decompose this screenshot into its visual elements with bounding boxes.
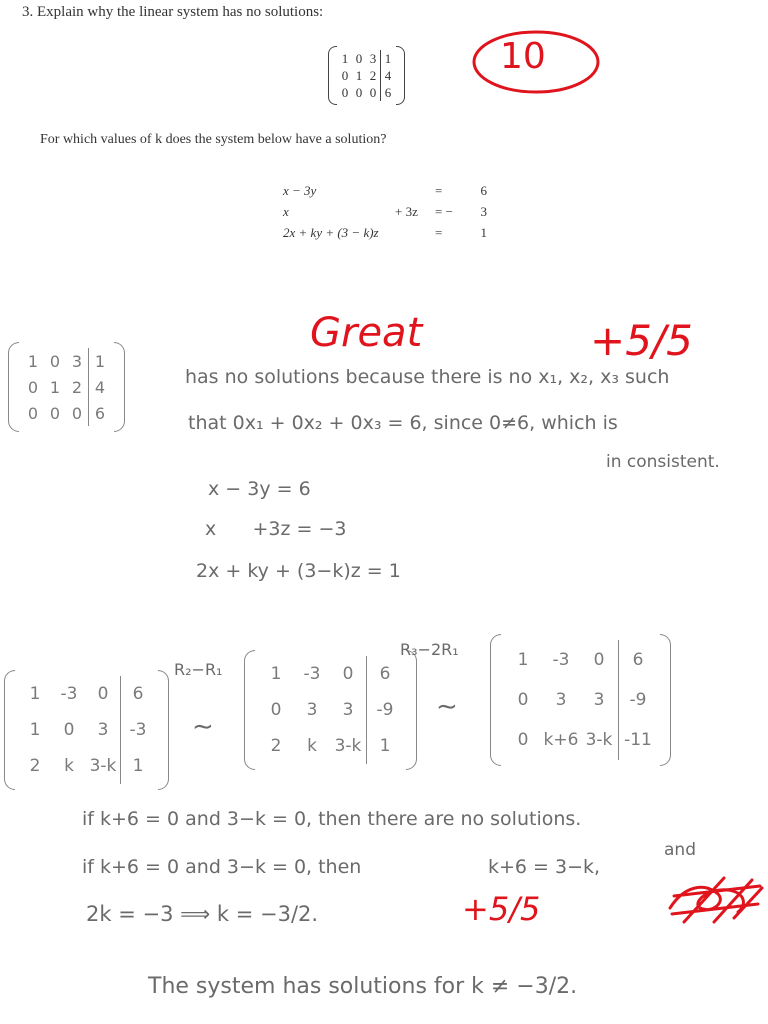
grade-comment: Great — [310, 310, 423, 356]
matrix-row — [258, 656, 403, 692]
matrix-cell: 0 — [49, 403, 61, 423]
system-cell: 3 — [480, 204, 487, 219]
matrix-cell: -9 — [367, 692, 404, 728]
scribble-icon — [664, 868, 766, 928]
system-cell: 1 — [480, 225, 487, 240]
matrix-cell: 1 — [89, 348, 112, 374]
answer-matrix — [22, 348, 111, 426]
tilde-2: ∼ — [436, 692, 458, 722]
explain-line-3: in consistent. — [606, 452, 720, 472]
row-op-2: R₃−2R₁ — [400, 640, 459, 659]
matrix-row — [18, 676, 155, 712]
matrix-cell: 6 — [121, 676, 156, 712]
tilde-1: ∼ — [192, 712, 214, 742]
matrix-row — [504, 720, 657, 760]
matrix-cell: 0 — [27, 377, 39, 397]
part1-score: +5/5 — [590, 316, 693, 365]
matrix-cell: 0 — [355, 50, 363, 66]
conclusion: The system has solutions for k ≠ −3/2. — [148, 974, 578, 999]
matrix-cell: 1 — [29, 720, 41, 740]
problem-part2-text: For which values of k does the system below have a solution? — [40, 132, 387, 147]
matrix-row — [258, 728, 403, 764]
matrix-cell: 1 — [27, 351, 39, 371]
matrix-cell: 2 — [369, 67, 377, 83]
matrix-cell: 0 — [63, 720, 75, 740]
matrix-cell: -9 — [619, 680, 658, 720]
case-line-2c: and — [664, 840, 696, 860]
matrix-cell: 3 — [593, 690, 605, 710]
system-cell: + 3z — [395, 204, 418, 219]
matrix-row — [504, 680, 657, 720]
matrix-cell: 6 — [89, 400, 112, 426]
matrix-cell: 1 — [121, 748, 156, 784]
matrix-cell: k — [307, 736, 317, 756]
augmented-matrix-3 — [504, 640, 657, 760]
explain-line-1: has no solutions because there is no x₁, x₂, x₃ such — [185, 366, 670, 388]
matrix-cell: 4 — [89, 374, 112, 400]
matrix-cell: 0 — [97, 684, 109, 704]
matrix-cell: 1 — [517, 650, 529, 670]
matrix-cell: 3-k — [585, 730, 613, 750]
matrix-cell: 1 — [381, 50, 396, 67]
matrix-row — [18, 712, 155, 748]
matrix-cell: 3 — [71, 351, 83, 371]
case-line-2a: if k+6 = 0 and 3−k = 0, then — [82, 856, 362, 878]
matrix-cell: 1 — [367, 728, 404, 764]
matrix-cell: -3 — [60, 684, 78, 704]
matrix-cell: 0 — [71, 403, 83, 423]
matrix-cell: 6 — [367, 656, 404, 692]
system-cell: = — [435, 183, 443, 198]
problem-matrix — [338, 50, 395, 101]
matrix-cell: 3 — [97, 720, 109, 740]
matrix-cell: 2 — [270, 736, 282, 756]
score-total: 10 — [500, 36, 546, 77]
system-cell: x — [283, 204, 289, 219]
matrix-cell: 2 — [29, 756, 41, 776]
system-cell — [395, 180, 435, 201]
explain-line-2: that 0x₁ + 0x₂ + 0x₃ = 6, since 0≠6, which is — [188, 412, 618, 434]
system-eq-1: x − 3y = 6 — [208, 478, 311, 500]
problem-header — [22, 4, 323, 21]
matrix-cell: 1 — [29, 684, 41, 704]
system-cell — [395, 222, 435, 243]
problem-part1-text: Explain why the linear system has no solutions: — [37, 4, 324, 20]
system-eq-2: x +3z = −3 — [205, 518, 347, 540]
matrix-cell: -11 — [619, 720, 658, 760]
system-row — [283, 201, 487, 222]
row-op-1: R₂−R₁ — [174, 660, 223, 679]
augmented-matrix-2 — [258, 656, 403, 764]
matrix-cell: 1 — [355, 67, 363, 83]
matrix-cell: 1 — [49, 377, 61, 397]
matrix-row — [258, 692, 403, 728]
system-row — [283, 222, 487, 243]
system-cell: 2x + ky + (3 − k)z — [283, 225, 379, 240]
matrix-cell: 0 — [369, 84, 377, 100]
matrix-cell: 3-k — [334, 736, 362, 756]
matrix-cell: 6 — [381, 84, 396, 101]
case-line-1: if k+6 = 0 and 3−k = 0, then there are no solutions. — [82, 808, 582, 830]
matrix-cell: 0 — [341, 67, 349, 83]
matrix-row — [338, 67, 395, 84]
matrix-cell: 0 — [49, 351, 61, 371]
matrix-cell: k+6 — [543, 730, 579, 750]
case-line-3: 2k = −3 ⟹ k = −3/2. — [86, 902, 319, 926]
matrix-row — [338, 84, 395, 101]
matrix-cell: -3 — [121, 712, 156, 748]
system-cell: = — [435, 225, 443, 240]
matrix-cell: 3 — [306, 700, 318, 720]
matrix-row — [22, 374, 111, 400]
system-cell: x − 3y — [283, 183, 317, 198]
matrix-row — [338, 50, 395, 67]
matrix-row — [22, 348, 111, 374]
matrix-cell: 0 — [27, 403, 39, 423]
matrix-cell: 0 — [593, 650, 605, 670]
matrix-cell: 0 — [342, 664, 354, 684]
system-cell: 6 — [480, 183, 487, 198]
matrix-cell: 0 — [355, 84, 363, 100]
matrix-cell: 6 — [619, 640, 658, 680]
matrix-cell: 3-k — [89, 756, 117, 776]
matrix-cell: 3 — [342, 700, 354, 720]
matrix-cell: 0 — [341, 84, 349, 100]
problem-system — [283, 180, 487, 243]
matrix-row — [22, 400, 111, 426]
matrix-row — [504, 640, 657, 680]
matrix-cell: 2 — [71, 377, 83, 397]
matrix-cell: 0 — [270, 700, 282, 720]
augmented-matrix-1 — [18, 676, 155, 784]
matrix-cell: 1 — [341, 50, 349, 66]
system-eq-3: 2x + ky + (3−k)z = 1 — [196, 560, 401, 582]
matrix-cell: 3 — [555, 690, 567, 710]
matrix-cell: -3 — [303, 664, 321, 684]
matrix-cell: 4 — [381, 67, 396, 84]
matrix-cell: k — [64, 756, 74, 776]
problem-number: 3. — [22, 4, 34, 20]
matrix-row — [18, 748, 155, 784]
matrix-cell: 1 — [270, 664, 282, 684]
part2-score: +5/5 — [462, 890, 541, 928]
matrix-cell: -3 — [552, 650, 570, 670]
matrix-cell: 3 — [369, 50, 377, 66]
system-cell: = − — [435, 204, 453, 219]
system-row — [283, 180, 487, 201]
matrix-cell: 0 — [517, 730, 529, 750]
matrix-cell: 0 — [517, 690, 529, 710]
case-line-2b: k+6 = 3−k, — [488, 856, 601, 878]
